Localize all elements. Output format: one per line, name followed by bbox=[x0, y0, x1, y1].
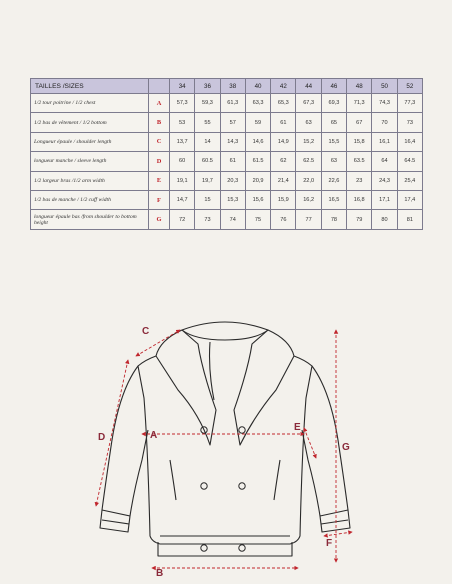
value-cell: 63 bbox=[321, 152, 346, 171]
value-cell: 74 bbox=[220, 210, 245, 229]
value-cell: 62.5 bbox=[296, 152, 321, 171]
value-cell: 16,2 bbox=[296, 190, 321, 209]
row-label: longueur manche / sleeve length bbox=[31, 152, 149, 171]
label-f: F bbox=[326, 538, 333, 549]
value-cell: 80 bbox=[372, 210, 397, 229]
row-code: E bbox=[149, 171, 170, 190]
value-cell: 74,3 bbox=[372, 94, 397, 113]
value-cell: 69,3 bbox=[321, 94, 346, 113]
value-cell: 22,6 bbox=[321, 171, 346, 190]
table-row bbox=[31, 152, 423, 171]
row-code: A bbox=[149, 94, 170, 113]
label-a: A bbox=[150, 430, 158, 441]
value-cell: 72 bbox=[170, 210, 195, 229]
size-48: 48 bbox=[347, 79, 372, 94]
row-label: 1/2 bas de vêtement / 1/2 bottom bbox=[31, 113, 149, 132]
size-table-body bbox=[31, 94, 423, 230]
value-cell: 17,4 bbox=[397, 190, 422, 209]
value-cell: 16,5 bbox=[321, 190, 346, 209]
value-cell: 76 bbox=[271, 210, 296, 229]
value-cell: 65,3 bbox=[271, 94, 296, 113]
value-cell: 65 bbox=[321, 113, 346, 132]
measurement-labels bbox=[98, 326, 350, 579]
value-cell: 57 bbox=[220, 113, 245, 132]
label-e: E bbox=[294, 422, 301, 433]
row-label: 1/2 bas de manche / 1/2 cuff width bbox=[31, 190, 149, 209]
value-cell: 61.5 bbox=[245, 152, 270, 171]
value-cell: 16,8 bbox=[347, 190, 372, 209]
value-cell: 62 bbox=[271, 152, 296, 171]
size-34: 34 bbox=[170, 79, 195, 94]
row-label: longueur épaule bas /from shoulder to bottom height bbox=[31, 210, 149, 229]
value-cell: 67,3 bbox=[296, 94, 321, 113]
table-row bbox=[31, 113, 423, 132]
value-cell: 16,4 bbox=[397, 132, 422, 151]
label-c: C bbox=[142, 326, 150, 337]
value-cell: 55 bbox=[195, 113, 220, 132]
value-cell: 70 bbox=[372, 113, 397, 132]
table-row bbox=[31, 94, 423, 113]
size-header-row bbox=[31, 79, 423, 94]
value-cell: 15,9 bbox=[271, 190, 296, 209]
value-cell: 79 bbox=[347, 210, 372, 229]
label-g: G bbox=[342, 442, 350, 453]
table-row bbox=[31, 190, 423, 209]
jacket-diagram bbox=[90, 310, 360, 580]
value-cell: 77,3 bbox=[397, 94, 422, 113]
value-cell: 63,3 bbox=[245, 94, 270, 113]
value-cell: 16,1 bbox=[372, 132, 397, 151]
size-46: 46 bbox=[321, 79, 346, 94]
value-cell: 25,4 bbox=[397, 171, 422, 190]
value-cell: 64 bbox=[372, 152, 397, 171]
value-cell: 24,3 bbox=[372, 171, 397, 190]
value-cell: 14,7 bbox=[170, 190, 195, 209]
buttons bbox=[201, 427, 245, 551]
value-cell: 59 bbox=[245, 113, 270, 132]
size-52: 52 bbox=[397, 79, 422, 94]
value-cell: 61 bbox=[271, 113, 296, 132]
jacket-outline bbox=[100, 322, 350, 556]
row-label: 1/2 tour poitrine / 1/2 chest bbox=[31, 94, 149, 113]
row-label: Longueur épaule / shoulder length bbox=[31, 132, 149, 151]
value-cell: 21,4 bbox=[271, 171, 296, 190]
value-cell: 73 bbox=[397, 113, 422, 132]
measurement-lines bbox=[96, 330, 352, 568]
size-36: 36 bbox=[195, 79, 220, 94]
row-code: B bbox=[149, 113, 170, 132]
row-label: 1/2 largeur bras /1/2 arm width bbox=[31, 171, 149, 190]
jacket-flat-sketch bbox=[90, 310, 360, 580]
row-code: D bbox=[149, 152, 170, 171]
value-cell: 15,2 bbox=[296, 132, 321, 151]
value-cell: 19,7 bbox=[195, 171, 220, 190]
value-cell: 19,1 bbox=[170, 171, 195, 190]
value-cell: 57,3 bbox=[170, 94, 195, 113]
value-cell: 13,7 bbox=[170, 132, 195, 151]
value-cell: 20,3 bbox=[220, 171, 245, 190]
value-cell: 63.5 bbox=[347, 152, 372, 171]
value-cell: 75 bbox=[245, 210, 270, 229]
size-42: 42 bbox=[271, 79, 296, 94]
code-header-cell bbox=[149, 79, 170, 94]
value-cell: 15 bbox=[195, 190, 220, 209]
value-cell: 67 bbox=[347, 113, 372, 132]
row-code: F bbox=[149, 190, 170, 209]
value-cell: 23 bbox=[347, 171, 372, 190]
value-cell: 73 bbox=[195, 210, 220, 229]
value-cell: 77 bbox=[296, 210, 321, 229]
value-cell: 14,9 bbox=[271, 132, 296, 151]
table-row bbox=[31, 210, 423, 229]
value-cell: 71,3 bbox=[347, 94, 372, 113]
row-code: C bbox=[149, 132, 170, 151]
value-cell: 22,0 bbox=[296, 171, 321, 190]
size-44: 44 bbox=[296, 79, 321, 94]
value-cell: 17,1 bbox=[372, 190, 397, 209]
value-cell: 15,6 bbox=[245, 190, 270, 209]
value-cell: 60 bbox=[170, 152, 195, 171]
size-40: 40 bbox=[245, 79, 270, 94]
size-50: 50 bbox=[372, 79, 397, 94]
value-cell: 63 bbox=[296, 113, 321, 132]
value-cell: 78 bbox=[321, 210, 346, 229]
value-cell: 59,3 bbox=[195, 94, 220, 113]
value-cell: 15,8 bbox=[347, 132, 372, 151]
value-cell: 53 bbox=[170, 113, 195, 132]
row-code: G bbox=[149, 210, 170, 229]
value-cell: 20,9 bbox=[245, 171, 270, 190]
size-38: 38 bbox=[220, 79, 245, 94]
value-cell: 15,3 bbox=[220, 190, 245, 209]
size-chart-table bbox=[30, 78, 423, 230]
value-cell: 14 bbox=[195, 132, 220, 151]
value-cell: 61,3 bbox=[220, 94, 245, 113]
value-cell: 14,3 bbox=[220, 132, 245, 151]
value-cell: 14,6 bbox=[245, 132, 270, 151]
table-row bbox=[31, 132, 423, 151]
value-cell: 61 bbox=[220, 152, 245, 171]
label-b: B bbox=[156, 568, 164, 579]
size-header-label: TAILLES /SIZES bbox=[31, 79, 149, 94]
label-d: D bbox=[98, 432, 106, 443]
value-cell: 15,5 bbox=[321, 132, 346, 151]
value-cell: 81 bbox=[397, 210, 422, 229]
table-row bbox=[31, 171, 423, 190]
value-cell: 64.5 bbox=[397, 152, 422, 171]
value-cell: 60.5 bbox=[195, 152, 220, 171]
